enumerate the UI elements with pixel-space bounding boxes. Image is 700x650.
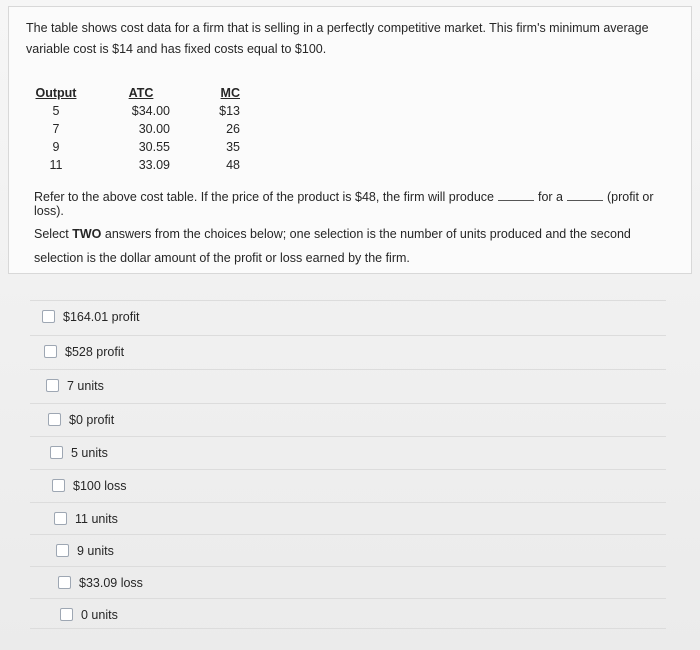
checkbox-icon[interactable]: [60, 608, 73, 621]
cell-atc: 30.00: [138, 122, 170, 136]
cell-output: 9: [52, 140, 60, 154]
question-intro: The table shows cost data for a firm that is selling in a perfectly competitive market. This firm's minimum average variable cost is $14 and has fixed costs equal to $100.: [26, 21, 649, 56]
answer-option-7-units[interactable]: [30, 369, 666, 401]
table-row: [30, 120, 240, 138]
checkbox-icon[interactable]: [42, 310, 55, 323]
option-label: $0 profit: [69, 412, 115, 427]
table-row: [30, 156, 240, 174]
cell-mc: 35: [226, 140, 240, 154]
profit-blank: [567, 200, 603, 201]
option-label: $100 loss: [73, 478, 127, 493]
answer-option-5-units[interactable]: [30, 436, 666, 468]
cell-atc: 33.09: [138, 158, 170, 172]
select-rest: answers from the choices below; one selection is the number of units produced and the second selection is the dollar amount of the profit or loss earned by the firm.: [34, 227, 631, 265]
checkbox-icon[interactable]: [56, 544, 69, 557]
table-row: [30, 138, 240, 156]
header-output: Output: [35, 86, 77, 100]
refer-text-3: (profit or loss).: [34, 190, 654, 218]
cell-output: 11: [49, 158, 63, 172]
answer-option-528-profit[interactable]: [30, 335, 666, 367]
answer-option-164-profit[interactable]: [30, 300, 666, 332]
cell-output: 5: [52, 104, 60, 118]
cell-mc: 48: [226, 158, 240, 172]
select-instructions: [34, 222, 666, 270]
answer-option-11-units[interactable]: [30, 502, 666, 534]
answer-option-100-loss[interactable]: [30, 469, 666, 501]
select-count: TWO: [72, 227, 102, 241]
checkbox-icon[interactable]: [58, 576, 71, 589]
checkbox-icon[interactable]: [44, 345, 57, 358]
refer-text-1: Refer to the above cost table. If the price of the product is $48, the firm will produce: [34, 190, 494, 204]
option-label: 9 units: [77, 543, 114, 558]
header-atc: ATC: [128, 86, 154, 100]
option-label: 0 units: [81, 607, 118, 622]
cell-atc: 30.55: [138, 140, 170, 154]
checkbox-icon[interactable]: [50, 446, 63, 459]
answer-option-0-units[interactable]: [30, 598, 666, 630]
checkbox-icon[interactable]: [54, 512, 67, 525]
option-label: 5 units: [71, 445, 108, 460]
answer-option-0-profit[interactable]: [30, 403, 666, 435]
table-row: [30, 102, 240, 120]
refer-text-2: for a: [537, 190, 563, 204]
checkbox-icon[interactable]: [52, 479, 65, 492]
header-mc: MC: [220, 86, 240, 100]
option-label: $33.09 loss: [79, 575, 143, 590]
answer-option-9-units[interactable]: [30, 534, 666, 566]
cell-atc: $34.00: [131, 104, 170, 118]
option-label: $164.01 profit: [63, 309, 140, 324]
option-label: 11 units: [75, 511, 118, 526]
quantity-blank: [498, 200, 534, 201]
checkbox-icon[interactable]: [46, 379, 59, 392]
cost-table-header: [30, 84, 240, 102]
cell-mc: 26: [226, 122, 240, 136]
option-label: $528 profit: [65, 344, 125, 359]
option-label: 7 units: [67, 378, 104, 393]
answer-option-33-loss[interactable]: [30, 566, 666, 598]
refer-question: [34, 190, 674, 218]
checkbox-icon[interactable]: [48, 413, 61, 426]
cell-output: 7: [52, 122, 60, 136]
select-prefix: Select: [34, 227, 73, 241]
cost-table: [30, 84, 240, 174]
divider: [30, 628, 666, 629]
cell-mc: $13: [219, 104, 240, 118]
